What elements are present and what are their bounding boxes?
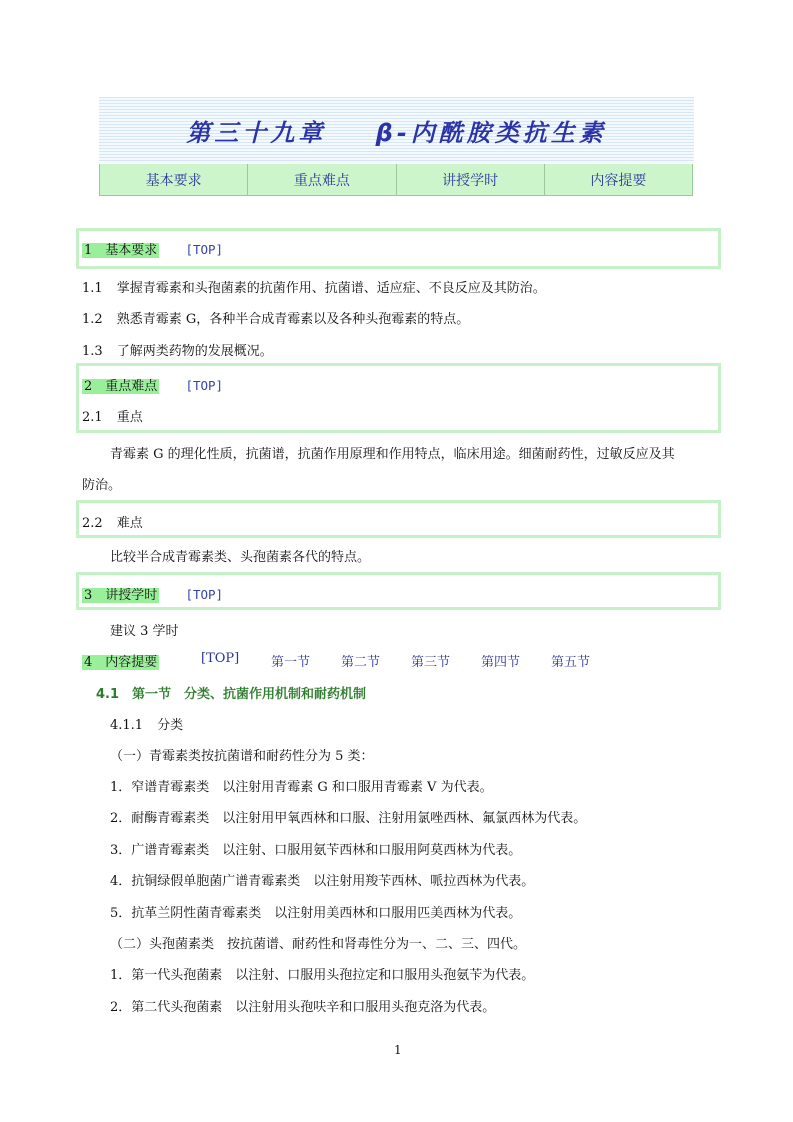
sub-2-2: 2.2 难点 <box>82 516 143 531</box>
section-4-top-link[interactable]: [TOP] <box>201 651 240 666</box>
link-section-4[interactable]: 第四节 <box>481 655 521 670</box>
link-section-5[interactable]: 第五节 <box>551 655 591 670</box>
section-2-box <box>76 363 721 433</box>
section-1-heading <box>82 239 223 258</box>
section-4-label: 4 内容提要 <box>84 655 158 670</box>
section-3-top-link[interactable]: [TOP] <box>185 587 224 602</box>
sub-2-2-box <box>76 500 721 538</box>
sub-4-1-1: 4.1.1 分类 <box>110 718 184 733</box>
content-line: 4．抗铜绿假单胞菌广谱青霉素类 以注射用羧苄西林、哌拉西林为代表。 <box>110 874 535 889</box>
item-1-2: 1.2 熟悉青霉素 G，各种半合成青霉素以及各种头孢霉素的特点。 <box>82 312 470 327</box>
section-3-text: 建议 3 学时 <box>110 624 179 639</box>
content-line: 2．耐酶青霉素类 以注射用甲氧西林和口服、注射用氯唑西林、氟氯西林为代表。 <box>110 811 587 826</box>
content-line: 1．窄谱青霉素类 以注射用青霉素 G 和口服用青霉素 V 为代表。 <box>110 780 493 795</box>
content-line: （一）青霉素类按抗菌谱和耐药性分为 5 类： <box>110 749 374 764</box>
para-2-1-line2: 防治。 <box>82 478 122 493</box>
para-2-1-line1: 青霉素 G 的理化性质，抗菌谱，抗菌作用原理和作用特点，临床用途。细菌耐药性，过敏反应及其 <box>110 447 675 462</box>
link-section-1[interactable]: 第一节 <box>271 655 311 670</box>
nav-content-summary[interactable]: 内容提要 <box>544 164 693 196</box>
section-3-label: 3 讲授学时 <box>84 588 158 603</box>
content-line: 2．第二代头孢菌素 以注射用头孢呋辛和口服用头孢克洛为代表。 <box>110 1000 496 1015</box>
nav-key-points[interactable]: 重点难点 <box>247 164 395 196</box>
sub-2-1: 2.1 重点 <box>82 410 143 425</box>
page-number: 1 <box>394 1043 402 1057</box>
section-4-heading <box>82 651 159 670</box>
subsection-4-1-heading: 4.1 第一节 分类、抗菌作用机制和耐药机制 <box>96 687 367 702</box>
content-line: 1．第一代头孢菌素 以注射、口服用头孢拉定和口服用头孢氨苄为代表。 <box>110 968 535 983</box>
nav-table <box>99 164 693 196</box>
section-1-top-link[interactable]: [TOP] <box>185 242 224 257</box>
content-line: 3．广谱青霉素类 以注射、口服用氨苄西林和口服用阿莫西林为代表。 <box>110 843 522 858</box>
nav-basic-requirements[interactable]: 基本要求 <box>99 164 247 196</box>
chapter-title: 第三十九章 β-内酰胺类抗生素 <box>186 118 607 147</box>
link-section-2[interactable]: 第二节 <box>341 655 381 670</box>
nav-teaching-hours[interactable]: 讲授学时 <box>396 164 544 196</box>
link-section-3[interactable]: 第三节 <box>411 655 451 670</box>
item-1-1: 1.1 掌握青霉素和头孢菌素的抗菌作用、抗菌谱、适应症、不良反应及其防治。 <box>82 281 546 296</box>
section-2-label: 2 重点难点 <box>84 379 158 394</box>
para-2-2: 比较半合成青霉素类、头孢菌素各代的特点。 <box>110 550 371 565</box>
content-line: 5．抗革兰阴性菌青霉素类 以注射用美西林和口服用匹美西林为代表。 <box>110 906 522 921</box>
section-2-top-link[interactable]: [TOP] <box>185 378 224 393</box>
content-line: （二）头孢菌素类 按抗菌谱、耐药性和肾毒性分为一、二、三、四代。 <box>110 937 527 952</box>
section-3-heading <box>82 584 223 603</box>
section-1-label: 1 基本要求 <box>84 243 158 258</box>
item-1-3: 1.3 了解两类药物的发展概况。 <box>82 344 273 359</box>
section-2-heading <box>82 375 223 394</box>
chapter-title-banner <box>99 97 694 163</box>
